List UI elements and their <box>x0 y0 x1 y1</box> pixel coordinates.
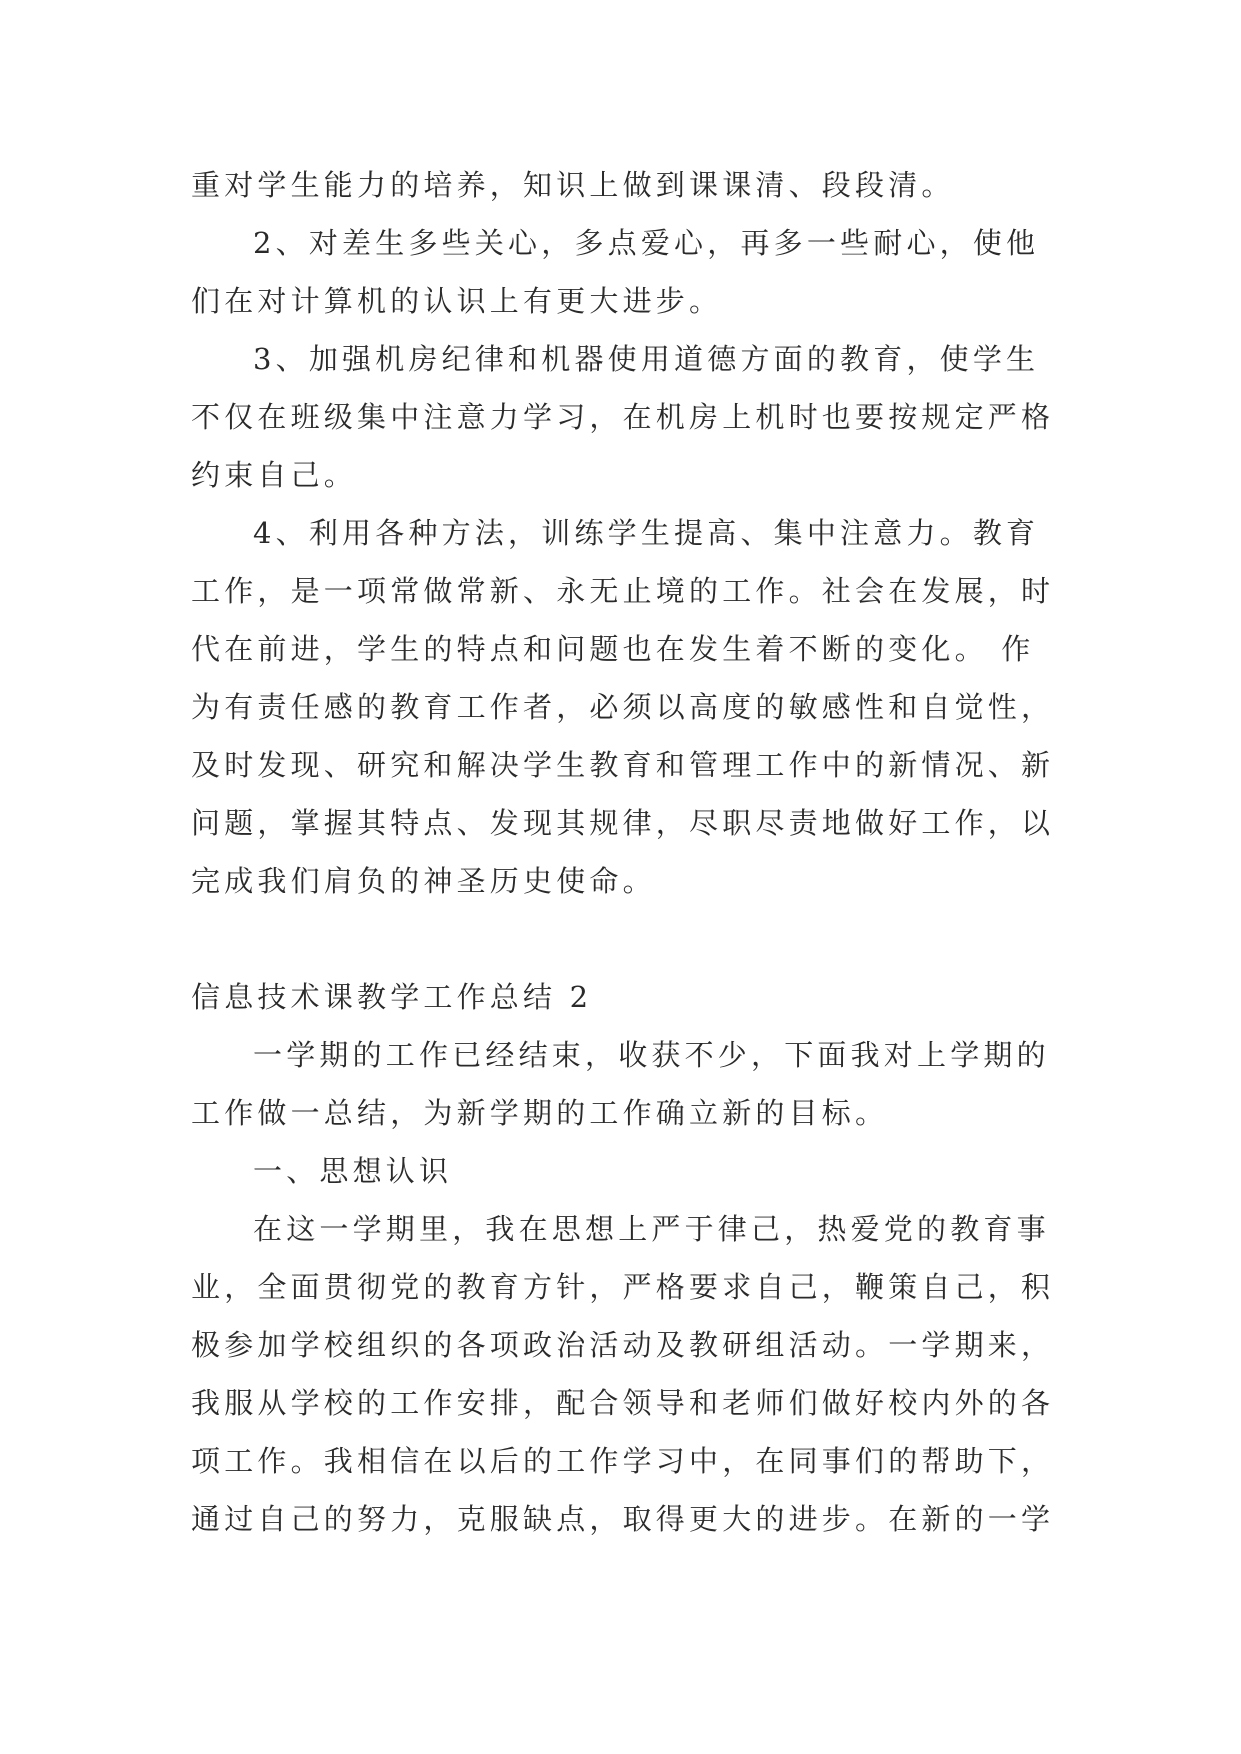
text-line: 不仅在班级集中注意力学习，在机房上机时也要按规定严格 <box>191 400 1055 434</box>
text-line: 工作，是一项常做常新、永无止境的工作。社会在发展，时 <box>191 574 1055 608</box>
text-line: 一学期的工作已经结束，收获不少，下面我对上学期的 <box>253 1038 1050 1072</box>
text-line: 们在对计算机的认识上有更大进步。 <box>191 284 723 318</box>
text-line: 问题，掌握其特点、发现其规律，尽职尽责地做好工作，以 <box>191 806 1055 840</box>
text-line: 代在前进，学生的特点和问题也在发生着不断的变化。 作 <box>191 632 1035 666</box>
text-line: 极参加学校组织的各项政治活动及教研组活动。一学期来， <box>191 1328 1055 1362</box>
text-line: 3、加强机房纪律和机器使用道德方面的教育，使学生 <box>253 342 1040 376</box>
text-line: 约束自己。 <box>191 458 358 492</box>
text-line: 我服从学校的工作安排，配合领导和老师们做好校内外的各 <box>191 1386 1055 1420</box>
subsection-heading: 一、思想认识 <box>253 1154 453 1188</box>
text-line: 工作做一总结，为新学期的工作确立新的目标。 <box>191 1096 889 1130</box>
text-line: 为有责任感的教育工作者，必须以高度的敏感性和自觉性， <box>191 690 1055 724</box>
text-line: 重对学生能力的培养，知识上做到课课清、段段清。 <box>191 168 955 202</box>
text-line: 完成我们肩负的神圣历史使命。 <box>191 864 656 898</box>
text-line: 2、对差生多些关心，多点爱心，再多一些耐心，使他 <box>253 226 1040 260</box>
text-line: 及时发现、研究和解决学生教育和管理工作中的新情况、新 <box>191 748 1055 782</box>
section-heading: 信息技术课教学工作总结 2 <box>191 980 593 1014</box>
text-line: 业，全面贯彻党的教育方针，严格要求自己，鞭策自己，积 <box>191 1270 1055 1304</box>
text-line: 4、利用各种方法，训练学生提高、集中注意力。教育 <box>253 516 1040 550</box>
text-line: 在这一学期里，我在思想上严于律己，热爱党的教育事 <box>253 1212 1050 1246</box>
text-line: 项工作。我相信在以后的工作学习中，在同事们的帮助下， <box>191 1444 1055 1478</box>
text-line: 通过自己的努力，克服缺点，取得更大的进步。在新的一学 <box>191 1502 1055 1536</box>
